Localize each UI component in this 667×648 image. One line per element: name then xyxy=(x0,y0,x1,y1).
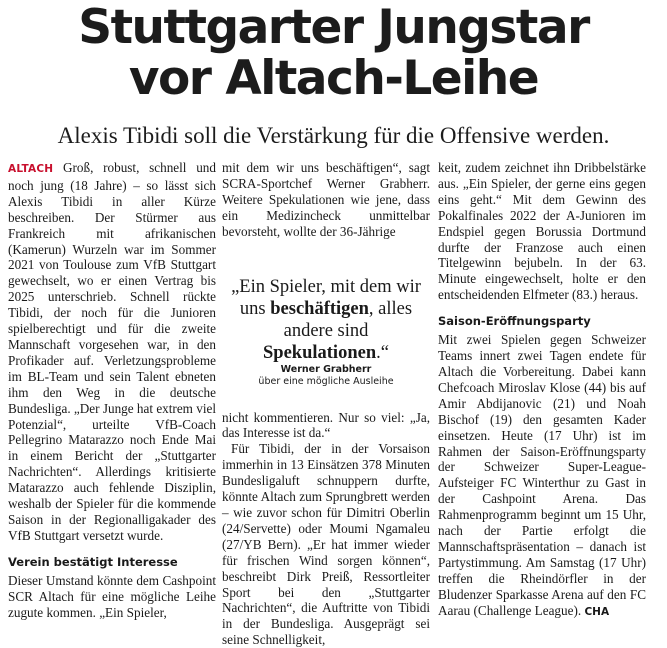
quote-author-role: über eine mögliche Ausleihe xyxy=(258,375,394,387)
author-signature: CHA xyxy=(584,605,610,618)
body-paragraph: nicht kommentieren. Nur so viel: „Ja, das Interesse ist da.“ xyxy=(222,409,430,441)
quote-fragment: , alles andere sind xyxy=(283,298,413,341)
article-column-3 xyxy=(438,160,646,620)
dateline: ALTACH xyxy=(8,163,54,175)
article-column-2 xyxy=(222,160,430,648)
body-paragraph: keit, zudem zeichnet ihn Dribbelstärke aus. „Ein Spieler, der gerne eins gegen eins geht.“ Mit dem Gewinn des Pokalfinales 2022 der A-Junioren im Endspiel gegen Borussia Dortmund durfte der Franzose auch einen Titelgewinn bejubeln. In der 63. Minute eingewechselt, holte er den entscheidenden Elfmeter (83.) heraus. xyxy=(438,160,646,303)
body-text: Mit zwei Spielen gegen Schweizer Teams innert zwei Tagen endete für Altach die Vorbereitung. Dabei kann Chefcoach Miroslav Klose (44) bis auf Amir Abdijanovic (21) und Noah Bischof (19) den gesamten Kader einsetzen. Heute (17 Uhr) ist im Rahmen der Saison-Eröffnungsparty der Schweizer Super-League-Aufsteiger FC Winterthur zu Gast in der Cashpoint Arena. Das Rahmenprogramm beginnt um 15 Uhr, nach der Partie erfolgt die Mannschaftspräsentation – danach ist Partystimmung. Am Samstag (17 Uhr) treffen die Rheindörfler in der Bludenzer Sparkasse Arena auf den FC Aarau (Challenge League). xyxy=(438,332,646,618)
headline-line-1: Stuttgarter Jungstar xyxy=(78,0,589,55)
body-paragraph: Dieser Umstand könnte dem Cashpoint SCR Altach für eine mögliche Leihe zugute kommen. „Ein Spieler, xyxy=(8,572,216,620)
quote-fragment: .“ xyxy=(376,342,389,363)
pull-quote-text xyxy=(222,276,430,364)
body-text: Groß, robust, schnell und noch jung (18 Jahre) – so lässt sich Alexis Tibidi in aller Kürze beschreiben. Der Stürmer aus Frankreich mit afrikanischen (Kamerun) Wurzeln war im Sommer 2021 von Toulouse zum VfB Stuttgart gewechselt, wo er einen Vertrag bis 2025 unterschrieb. Schnell rückte Tibidi, der noch für die Junioren spielberechtigt und für die zweite Mannschaft vorgesehen war, in den Profikader auf. Verletzungsprobleme im BL-Team und sein Talent ebneten ihm den Weg in die deutsche Bundesliga. „Der Junge hat extrem viel Potenzial“, urteilte VfB-Coach Pellegrino Matarazzo noch Ende Mai in einem Bericht der „Stuttgarter Nachrichten“. Allerdings kritisierte Matarazzo auch fehlende Disziplin, weshalb der Spieler für die kommende Saison in der Regionalligakader des VfB Stuttgart versetzt wurde. xyxy=(8,160,217,543)
article-column-1 xyxy=(8,160,216,620)
quote-author: Werner Grabherr xyxy=(280,363,372,375)
pull-quote xyxy=(222,276,430,388)
section-subhead: Saison-Eröffnungsparty xyxy=(438,314,591,329)
quote-emphasis: beschäftigen xyxy=(270,298,369,319)
quote-emphasis: Spekulationen xyxy=(263,342,377,363)
subheadline: Alexis Tibidi soll die Verstärkung für die Offensive werden. xyxy=(57,123,610,148)
headline-line-2: vor Altach-Leihe xyxy=(128,51,539,106)
body-paragraph: Für Tibidi, der in der Vorsaison immerhin in 13 Einsätzen 378 Minuten Bundesligaluft schnuppern durfte, könnte Altach zum Sprungbrett werden – wie zuvor schon für Dimitri Oberlin (24/Servette) oder Moumi Ngamaleu (27/YB Bern). „Er hat immer wieder für frischen Wind sorgen können“, beschreibt Dirk Preiß, Ressortleiter Sport bei den „Stuttgarter Nachrichten“, die Auftritte von Tibidi in der Bundesliga. Ausgeprägt sei seine Schnelligkeit, xyxy=(222,441,430,648)
headline xyxy=(0,2,667,104)
body-paragraph xyxy=(8,160,216,544)
body-paragraph: mit dem wir uns beschäftigen“, sagt SCRA-Sportchef Werner Grabherr. Weitere Spekulationen wie jene, dass ein Medizincheck unmittelbar bevorsteht, wollte der 36-Jährige xyxy=(222,160,430,239)
section-subhead: Verein bestätigt Interesse xyxy=(8,554,178,569)
body-paragraph xyxy=(438,332,646,620)
quote-fragment: „Ein Spieler, mit dem wir uns xyxy=(231,276,421,319)
